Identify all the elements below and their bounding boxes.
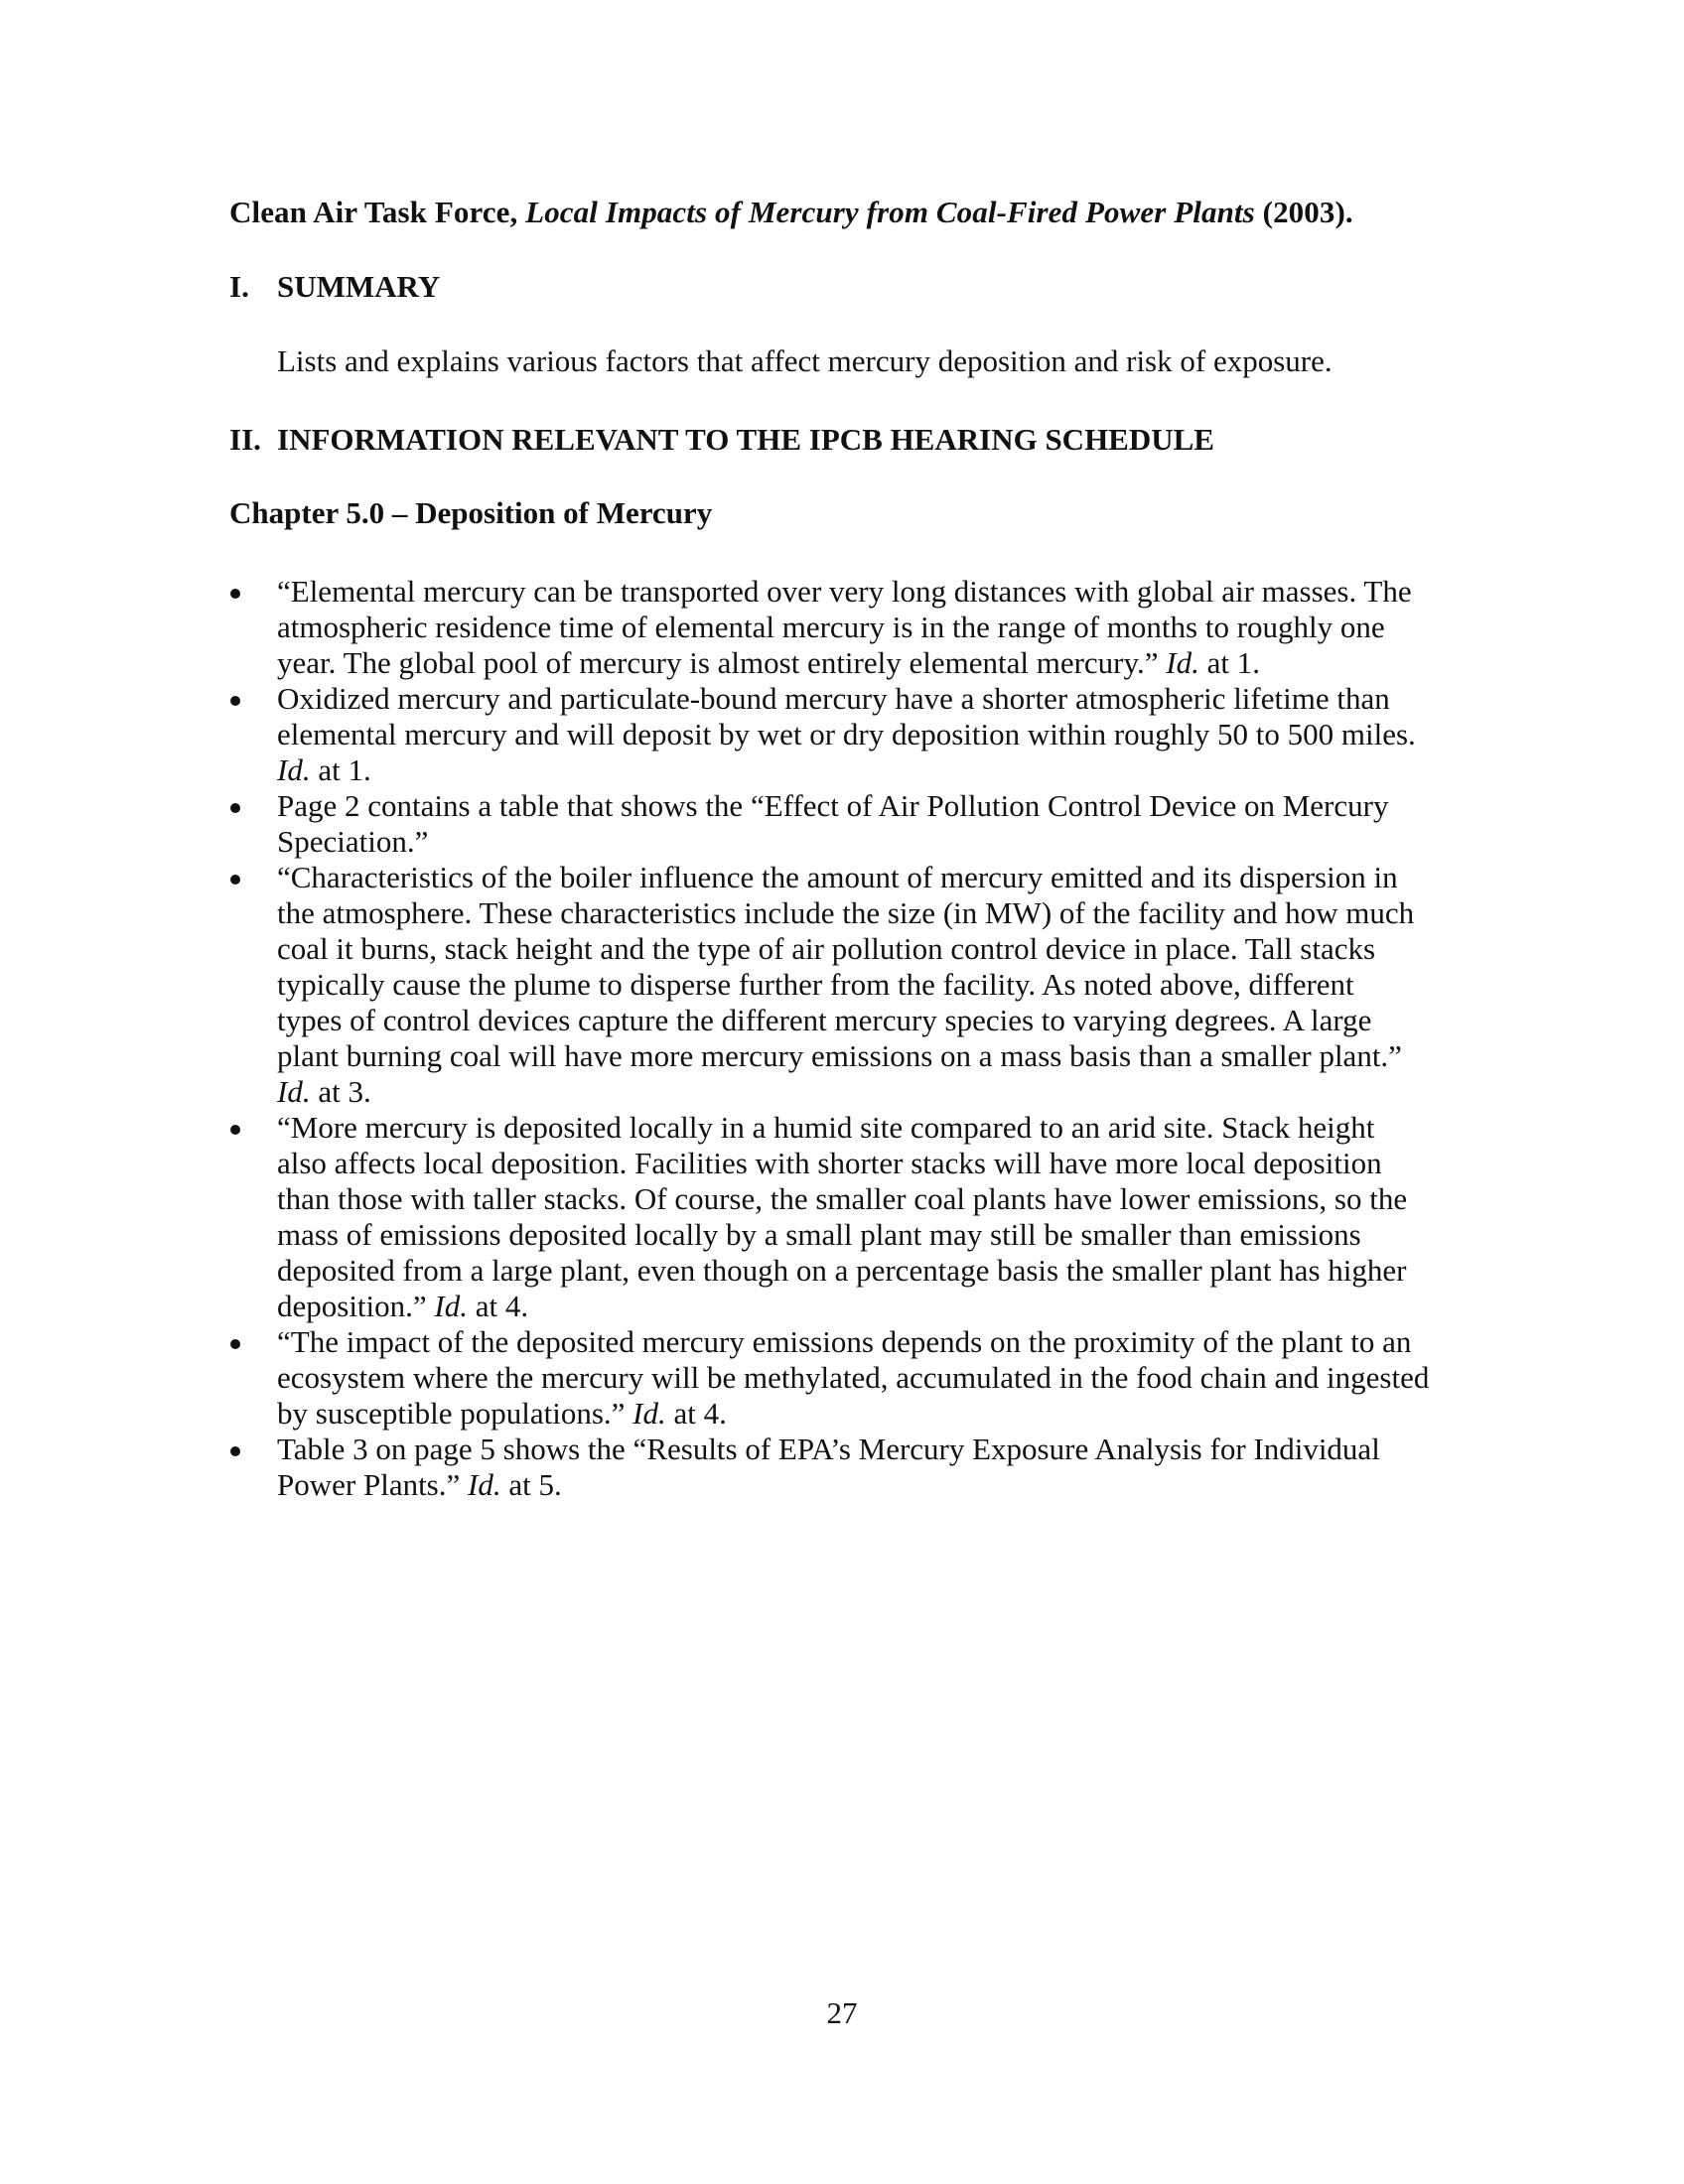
bullet-dot-icon <box>230 589 240 599</box>
section-number: I. <box>229 269 249 304</box>
bullet-dot-icon <box>230 803 240 813</box>
citation-page: at 1. <box>1198 645 1260 680</box>
citation-page: at 4. <box>665 1396 727 1431</box>
page-number: 27 <box>826 1995 858 2030</box>
citation-page: at 4. <box>468 1289 529 1323</box>
bullet-line: Speciation.” <box>277 824 429 859</box>
bullet-line: “The impact of the deposited mercury emissions depends on the proximity of the plant to an <box>277 1324 1412 1359</box>
bullet-item <box>229 574 1520 681</box>
bullet-dot-icon <box>230 1446 240 1456</box>
bullet-line <box>277 1074 1520 1110</box>
bullet-line: year. The global pool of mercury is almost entirely elemental mercury.” Id. at 1. <box>277 645 1260 680</box>
citation <box>277 752 371 787</box>
citation-page: at 5. <box>500 1467 562 1502</box>
title-suffix: (2003). <box>1254 195 1353 229</box>
title-prefix: Clean Air Task Force, <box>229 195 526 229</box>
citation <box>427 1289 528 1323</box>
citation <box>460 1467 561 1502</box>
bullet-dot-icon <box>230 696 240 706</box>
bullet-item <box>229 1110 1520 1324</box>
chapter-heading: Chapter 5.0 – Deposition of Mercury <box>229 495 713 530</box>
section-title: SUMMARY <box>277 269 441 304</box>
bullet-line: also affects local deposition. Facilities with shorter stacks will have more local deposition <box>277 1146 1382 1180</box>
bullet-line: Page 2 contains a table that shows the “Effect of Air Pollution Control Device on Mercury <box>277 788 1389 823</box>
bullet-item <box>229 1432 1520 1503</box>
document-title <box>229 195 1353 230</box>
bullet-line: atmospheric residence time of elemental mercury is in the range of months to roughly one <box>277 610 1385 644</box>
bullet-line: “More mercury is deposited locally in a humid site compared to an arid site. Stack height <box>277 1110 1375 1145</box>
bullet-line: elemental mercury and will deposit by wet or dry deposition within roughly 50 to 500 miles. <box>277 717 1416 751</box>
bullet-list <box>229 574 1520 1503</box>
section-heading-summary <box>229 269 440 305</box>
bullet-line: mass of emissions deposited locally by a small plant may still be smaller than emissions <box>277 1217 1361 1252</box>
bullet-line: types of control devices capture the different mercury species to varying degrees. A large <box>277 1003 1372 1037</box>
bullet-item <box>229 681 1520 788</box>
citation <box>277 1074 371 1109</box>
section-number: II. <box>229 422 261 457</box>
bullet-item <box>229 1324 1520 1432</box>
bullet-dot-icon <box>230 1125 240 1135</box>
title-italic: Local Impacts of Mercury from Coal-Fired Power Plants <box>525 195 1255 229</box>
bullet-line: the atmosphere. These characteristics include the size (in MW) of the facility and how much <box>277 895 1415 930</box>
citation-id: Id. <box>468 1467 501 1502</box>
bullet-dot-icon <box>230 875 240 885</box>
citation-id: Id. <box>1166 645 1199 680</box>
citation-id: Id. <box>277 1074 311 1109</box>
citation <box>625 1396 726 1431</box>
citation-id: Id. <box>434 1289 468 1323</box>
bullet-line: plant burning coal will have more mercury emissions on a mass basis than a smaller plant.” <box>277 1038 1402 1073</box>
bullet-line: Oxidized mercury and particulate-bound mercury have a shorter atmospheric lifetime than <box>277 681 1390 716</box>
bullet-item <box>229 860 1520 1110</box>
bullet-line: deposition.” Id. at 4. <box>277 1289 529 1323</box>
bullet-line: by susceptible populations.” Id. at 4. <box>277 1396 727 1431</box>
bullet-line: “Characteristics of the boiler influence the amount of mercury emitted and its dispersion in <box>277 860 1398 894</box>
bullet-line <box>277 752 1520 788</box>
section-heading-info <box>229 422 1214 458</box>
section-title: INFORMATION RELEVANT TO THE IPCB HEARING SCHEDULE <box>277 422 1214 457</box>
bullet-line: typically cause the plume to disperse further from the facility. As noted above, different <box>277 967 1354 1002</box>
bullet-line: “Elemental mercury can be transported over very long distances with global air masses. The <box>277 574 1412 609</box>
bullet-line: Power Plants.” Id. at 5. <box>277 1467 562 1502</box>
bullet-line: coal it burns, stack height and the type of air pollution control device in place. Tall stacks <box>277 931 1376 966</box>
summary-paragraph: Lists and explains various factors that affect mercury deposition and risk of exposure. <box>277 343 1333 378</box>
citation-page: at 3. <box>310 1074 371 1109</box>
citation-id: Id. <box>277 752 311 787</box>
citation-id: Id. <box>632 1396 666 1431</box>
bullet-line: ecosystem where the mercury will be methylated, accumulated in the food chain and ingested <box>277 1360 1430 1395</box>
bullet-item <box>229 788 1520 860</box>
citation-page: at 1. <box>310 752 371 787</box>
bullet-dot-icon <box>230 1339 240 1349</box>
citation <box>1159 645 1260 680</box>
bullet-line: than those with taller stacks. Of course, the smaller coal plants have lower emissions, so the <box>277 1181 1408 1216</box>
bullet-line: Table 3 on page 5 shows the “Results of EPA’s Mercury Exposure Analysis for Individual <box>277 1432 1380 1466</box>
bullet-line: deposited from a large plant, even though on a percentage basis the smaller plant has higher <box>277 1253 1407 1288</box>
